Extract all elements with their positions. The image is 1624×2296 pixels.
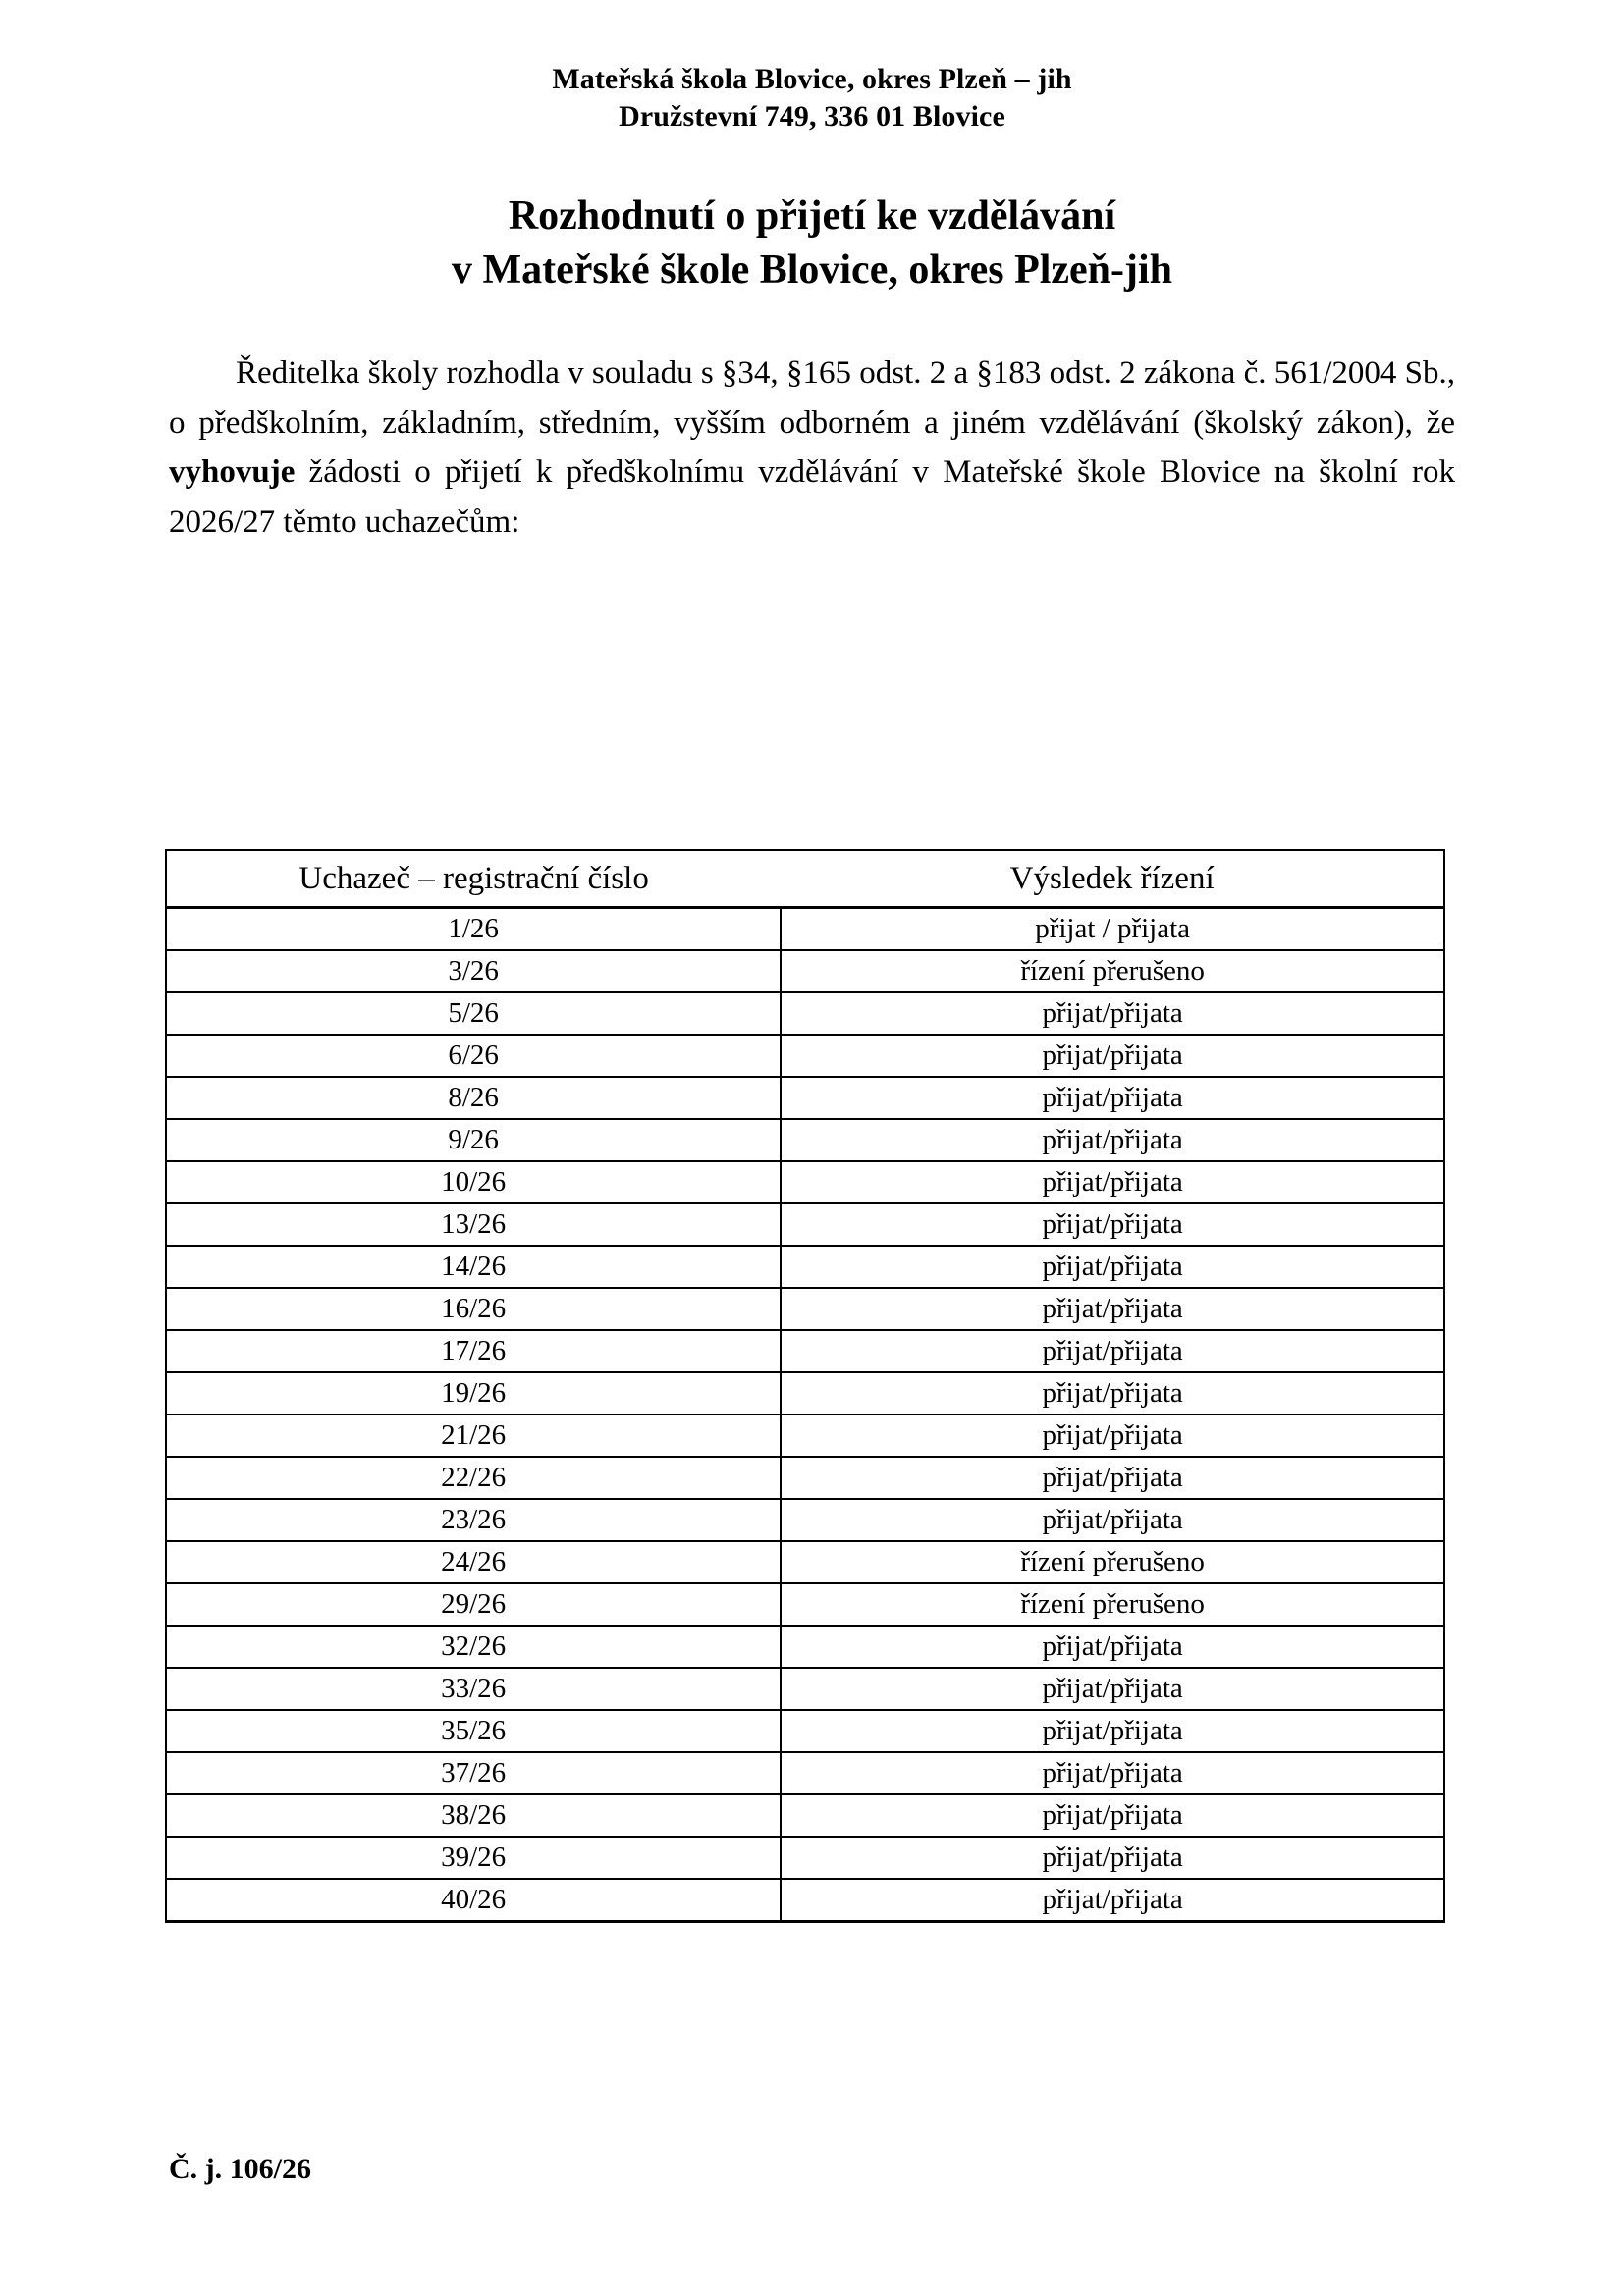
table-row [166,1119,1444,1161]
cell-result: přijat/přijata [781,1668,1444,1710]
cell-result: řízení přerušeno [781,1541,1444,1583]
cell-result: přijat/přijata [781,1837,1444,1879]
cell-result: přijat / přijata [781,908,1444,951]
table-row [166,1794,1444,1837]
table-row [166,1035,1444,1077]
table-row [166,1203,1444,1246]
table-row [166,1541,1444,1583]
cell-applicant-id: 14/26 [166,1246,781,1288]
table-row [166,1837,1444,1879]
table-row [166,1161,1444,1203]
table-row [166,950,1444,992]
table-row [166,1415,1444,1457]
results-table-container [165,849,1445,1923]
table-row [166,1626,1444,1668]
document-reference-number: Č. j. 106/26 [169,2153,311,2185]
cell-applicant-id: 17/26 [166,1330,781,1372]
cell-result: přijat/přijata [781,1161,1444,1203]
cell-result: přijat/přijata [781,1752,1444,1794]
cell-result: přijat/přijata [781,1288,1444,1330]
cell-result: přijat/přijata [781,1330,1444,1372]
cell-result: přijat/přijata [781,1626,1444,1668]
table-header-row [166,850,1444,908]
table-row [166,1077,1444,1119]
cell-applicant-id: 29/26 [166,1583,781,1626]
cell-applicant-id: 33/26 [166,1668,781,1710]
decision-emphasis-word: vyhovuje [169,454,296,491]
cell-result: přijat/přijata [781,1203,1444,1246]
table-row [166,1879,1444,1922]
letterhead-school-name: Mateřská škola Blovice, okres Plzeň – jih [552,63,1072,95]
cell-result: přijat/přijata [781,1246,1444,1288]
table-row [166,1372,1444,1415]
cell-applicant-id: 39/26 [166,1837,781,1879]
table-row [166,1710,1444,1752]
cell-applicant-id: 1/26 [166,908,781,951]
table-row [166,1330,1444,1372]
cell-result: přijat/přijata [781,1879,1444,1922]
cell-applicant-id: 37/26 [166,1752,781,1794]
table-row [166,1668,1444,1710]
cell-applicant-id: 35/26 [166,1710,781,1752]
column-header-applicant-id: Uchazeč – registrační číslo [166,850,781,908]
page-title-line-2: v Mateřské škole Blovice, okres Plzeň-jih [451,246,1173,293]
cell-applicant-id: 6/26 [166,1035,781,1077]
cell-result: řízení přerušeno [781,1583,1444,1626]
cell-applicant-id: 5/26 [166,992,781,1035]
table-row [166,1246,1444,1288]
cell-result: přijat/přijata [781,1035,1444,1077]
cell-result: přijat/přijata [781,1119,1444,1161]
letterhead [0,0,1624,136]
results-table-head [166,850,1444,908]
column-header-result: Výsledek řízení [781,850,1444,908]
cell-result: řízení přerušeno [781,950,1444,992]
table-row [166,1288,1444,1330]
table-row [166,1457,1444,1499]
table-row [166,908,1444,951]
cell-result: přijat/přijata [781,992,1444,1035]
cell-result: přijat/přijata [781,1457,1444,1499]
cell-applicant-id: 3/26 [166,950,781,992]
cell-applicant-id: 21/26 [166,1415,781,1457]
decision-text-after-emphasis: žádosti o přijetí k předškolnímu vzdělávání v Mateřské škole Blovice na školní rok 2026/27 těmto uchazečům: [169,454,1455,541]
cell-result: přijat/přijata [781,1794,1444,1837]
cell-applicant-id: 38/26 [166,1794,781,1837]
cell-applicant-id: 19/26 [166,1372,781,1415]
cell-applicant-id: 40/26 [166,1879,781,1922]
decision-paragraph [169,348,1455,548]
decision-text-before-emphasis: Ředitelka školy rozhodla v souladu s §34, §165 odst. 2 a §183 odst. 2 zákona č. 561/2004 Sb., o předškolním, základním, středním, vyšším odborném a jiném vzdělávání (školský zákon), že [169,354,1455,441]
cell-applicant-id: 13/26 [166,1203,781,1246]
cell-applicant-id: 8/26 [166,1077,781,1119]
table-row [166,1583,1444,1626]
page-title [0,189,1624,297]
cell-applicant-id: 24/26 [166,1541,781,1583]
cell-applicant-id: 9/26 [166,1119,781,1161]
results-table-body [166,908,1444,1922]
cell-applicant-id: 22/26 [166,1457,781,1499]
results-table [165,849,1445,1923]
table-row [166,992,1444,1035]
table-row [166,1499,1444,1541]
table-row [166,1752,1444,1794]
cell-result: přijat/přijata [781,1415,1444,1457]
cell-result: přijat/přijata [781,1499,1444,1541]
letterhead-address: Družstevní 749, 336 01 Blovice [619,100,1005,133]
cell-result: přijat/přijata [781,1077,1444,1119]
cell-result: přijat/přijata [781,1710,1444,1752]
cell-result: přijat/přijata [781,1372,1444,1415]
cell-applicant-id: 32/26 [166,1626,781,1668]
cell-applicant-id: 23/26 [166,1499,781,1541]
cell-applicant-id: 10/26 [166,1161,781,1203]
cell-applicant-id: 16/26 [166,1288,781,1330]
page-title-line-1: Rozhodnutí o přijetí ke vzdělávání [508,192,1116,239]
